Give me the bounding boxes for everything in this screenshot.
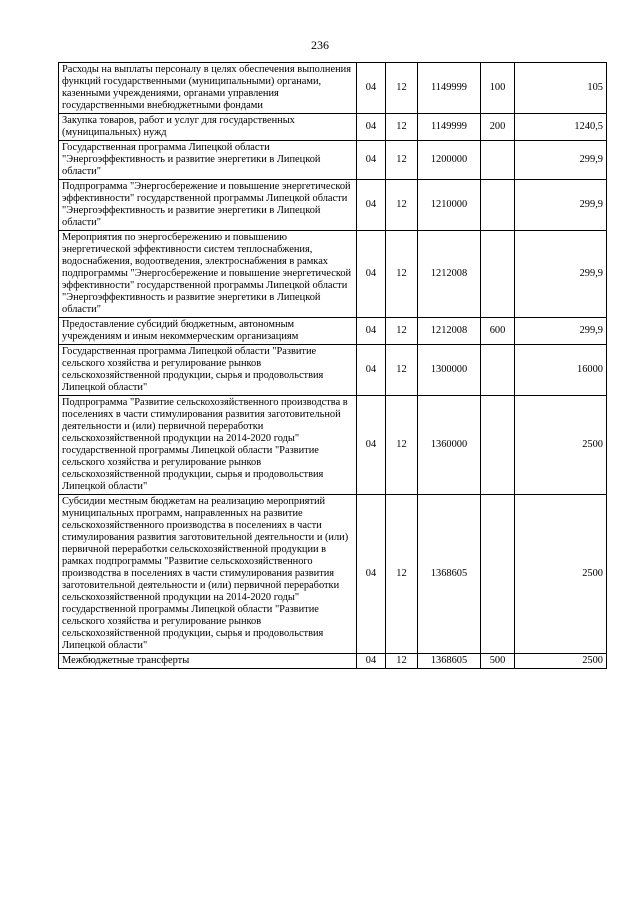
row-section: 04 [357, 345, 386, 396]
row-name: Подпрограмма "Развитие сельскохозяйственного производства в поселениях в части стимулирования развития заготовительной деятельности и (или) первичной переработки сельскохозяйственной продукции на 2014-2020 годы" государственной программы Липецкой области "Развитие сельского хозяйства и регулирование рынков сельскохозяйственной продукции, сырья и продовольствия Липецкой области" [59, 396, 357, 495]
row-sum: 16000 [515, 345, 607, 396]
row-sum: 2500 [515, 396, 607, 495]
row-sum: 299,9 [515, 231, 607, 318]
table-row [59, 180, 607, 231]
row-expense-type: 600 [481, 318, 515, 345]
row-expense-type [481, 396, 515, 495]
row-sum: 299,9 [515, 318, 607, 345]
table-row [59, 63, 607, 114]
row-section: 04 [357, 495, 386, 654]
row-name: Государственная программа Липецкой области "Энергоэффективность и развитие энергетики в Липецкой области" [59, 141, 357, 180]
row-section: 04 [357, 231, 386, 318]
table-row [59, 495, 607, 654]
row-sum: 1240,5 [515, 114, 607, 141]
row-subsection: 12 [386, 318, 418, 345]
row-subsection: 12 [386, 63, 418, 114]
page-number: 236 [311, 38, 329, 52]
row-target-article: 1210000 [418, 180, 481, 231]
row-expense-type [481, 180, 515, 231]
row-name: Подпрограмма "Энергосбережение и повышение энергетической эффективности" государственной программы Липецкой области "Энергоэффективность и развитие энергетики в Липецкой области" [59, 180, 357, 231]
row-name: Государственная программа Липецкой области "Развитие сельского хозяйства и регулирование рынков сельскохозяйственной продукции, сырья и продовольствия Липецкой области" [59, 345, 357, 396]
row-target-article: 1212008 [418, 318, 481, 345]
row-name: Закупка товаров, работ и услуг для государственных (муниципальных) нужд [59, 114, 357, 141]
table-row [59, 345, 607, 396]
row-subsection: 12 [386, 180, 418, 231]
row-expense-type [481, 231, 515, 318]
row-subsection: 12 [386, 654, 418, 669]
row-subsection: 12 [386, 396, 418, 495]
budget-table [58, 62, 607, 669]
row-expense-type: 100 [481, 63, 515, 114]
row-section: 04 [357, 654, 386, 669]
row-sum: 299,9 [515, 180, 607, 231]
row-sum: 2500 [515, 654, 607, 669]
row-target-article: 1149999 [418, 63, 481, 114]
row-subsection: 12 [386, 231, 418, 318]
row-name: Межбюджетные трансферты [59, 654, 357, 669]
row-sum: 2500 [515, 495, 607, 654]
row-section: 04 [357, 318, 386, 345]
row-name: Субсидии местным бюджетам на реализацию мероприятий муниципальных программ, направленных на развитие сельскохозяйственного производства в поселениях в части стимулирования развития заготовительной деятельности и (или) первичной переработки сельскохозяйственной продукции в рамках подпрограммы "Развитие сельскохозяйственного производства в поселениях в части стимулирования развития заготовительной деятельности и (или) первичной переработки сельскохозяйственной продукции на 2014-2020 годы" государственной программы Липецкой области "Развитие сельского хозяйства и регулирование рынков сельскохозяйственной продукции, сырья и продовольствия Липецкой области" [59, 495, 357, 654]
table-row [59, 654, 607, 669]
row-name: Мероприятия по энергосбережению и повышению энергетической эффективности систем теплоснабжения, водоснабжения, водоотведения, электроснабжения в рамках подпрограммы "Энергосбережение и повышение энергетической эффективности" государственной программы Липецкой области "Энергоэффективность и развитие энергетики в Липецкой области" [59, 231, 357, 318]
row-subsection: 12 [386, 114, 418, 141]
row-target-article: 1212008 [418, 231, 481, 318]
row-target-article: 1200000 [418, 141, 481, 180]
row-subsection: 12 [386, 495, 418, 654]
row-sum: 299,9 [515, 141, 607, 180]
row-subsection: 12 [386, 141, 418, 180]
row-sum: 105 [515, 63, 607, 114]
table-row [59, 141, 607, 180]
row-section: 04 [357, 114, 386, 141]
row-expense-type [481, 345, 515, 396]
row-expense-type: 500 [481, 654, 515, 669]
table-row [59, 318, 607, 345]
row-target-article: 1149999 [418, 114, 481, 141]
row-section: 04 [357, 396, 386, 495]
table-row [59, 396, 607, 495]
row-target-article: 1368605 [418, 495, 481, 654]
row-subsection: 12 [386, 345, 418, 396]
row-target-article: 1368605 [418, 654, 481, 669]
row-expense-type [481, 495, 515, 654]
row-expense-type [481, 141, 515, 180]
row-section: 04 [357, 63, 386, 114]
row-name: Предоставление субсидий бюджетным, автономным учреждениям и иным некоммерческим организациям [59, 318, 357, 345]
row-target-article: 1300000 [418, 345, 481, 396]
row-target-article: 1360000 [418, 396, 481, 495]
row-name: Расходы на выплаты персоналу в целях обеспечения выполнения функций государственными (муниципальными) органами, казенными учреждениями, органами управления государственными внебюджетными фондами [59, 63, 357, 114]
row-expense-type: 200 [481, 114, 515, 141]
table-row [59, 114, 607, 141]
row-section: 04 [357, 180, 386, 231]
row-section: 04 [357, 141, 386, 180]
table-row [59, 231, 607, 318]
